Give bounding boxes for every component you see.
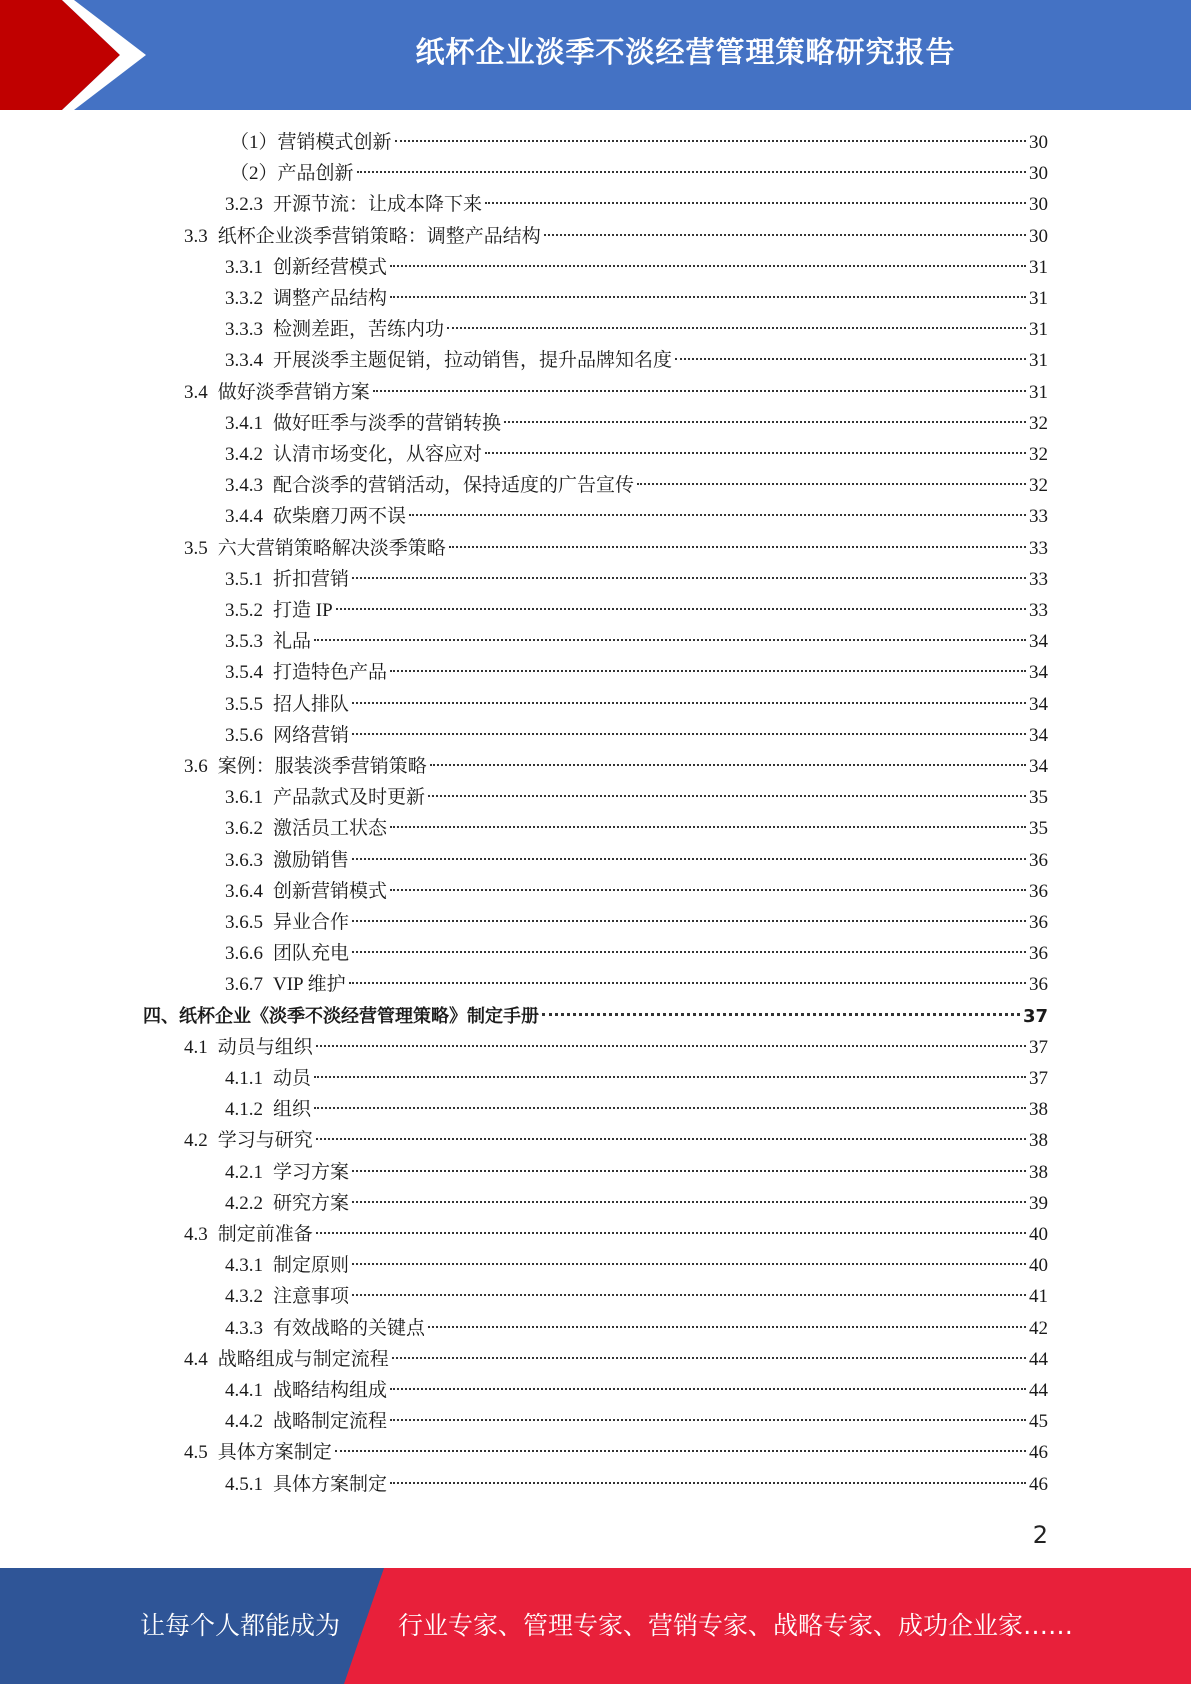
toc-dot-leader xyxy=(352,577,1026,579)
toc-entry-page: 44 xyxy=(1029,1380,1048,1401)
toc-entry[interactable] xyxy=(184,1125,1048,1156)
toc-entry-number: 3.5.5 xyxy=(225,694,263,715)
toc-entry[interactable] xyxy=(225,813,1048,844)
toc-entry[interactable] xyxy=(184,221,1048,252)
toc-entry[interactable] xyxy=(143,1001,1048,1032)
toc-entry-number: 3.3.3 xyxy=(225,319,263,340)
toc-dot-leader xyxy=(485,202,1026,204)
toc-entry-page: 38 xyxy=(1029,1162,1048,1183)
toc-entry-number: 4.3.1 xyxy=(225,1255,263,1276)
toc-entry-page: 41 xyxy=(1029,1286,1048,1307)
toc-entry[interactable] xyxy=(184,1344,1048,1375)
toc-entry-number: 3.3.2 xyxy=(225,288,263,309)
toc-dot-leader xyxy=(390,296,1026,298)
toc-entry-number: 3.6.2 xyxy=(225,818,263,839)
toc-entry-title: 战略组成与制定流程 xyxy=(217,1349,389,1370)
toc-entry-page: 34 xyxy=(1029,631,1048,652)
toc-entry[interactable] xyxy=(225,1313,1048,1344)
toc-entry-title: 开源节流：让成本降下来 xyxy=(273,194,483,215)
toc-dot-leader xyxy=(675,358,1026,360)
toc-entry[interactable] xyxy=(225,595,1048,626)
toc-entry-page: 32 xyxy=(1029,475,1048,496)
toc-entry-number: 3.4.2 xyxy=(225,444,263,465)
toc-entry[interactable] xyxy=(225,1063,1048,1094)
toc-entry-title: 战略结构组成 xyxy=(273,1380,388,1401)
toc-entry-page: 34 xyxy=(1029,725,1048,746)
toc-entry[interactable] xyxy=(225,969,1048,1000)
toc-entry-page: 33 xyxy=(1029,538,1048,559)
toc-dot-leader xyxy=(390,1482,1026,1484)
toc-entry-title: 战略制定流程 xyxy=(273,1411,388,1432)
toc-entry-page: 31 xyxy=(1029,382,1048,403)
toc-dot-leader xyxy=(390,826,1026,828)
toc-dot-leader xyxy=(428,1326,1026,1328)
toc-entry-number: 4.3.3 xyxy=(225,1318,263,1339)
toc-entry-title: 激励销售 xyxy=(273,850,350,871)
toc-dot-leader xyxy=(392,1357,1026,1359)
toc-entry-number: 3.4.4 xyxy=(225,506,263,527)
toc-dot-leader xyxy=(352,1294,1026,1296)
toc-dot-leader xyxy=(637,483,1026,485)
toc-entry-title: 招人排队 xyxy=(273,694,350,715)
toc-entry-number: 3.6 xyxy=(184,756,208,777)
toc-entry-title: 创新经营模式 xyxy=(273,257,388,278)
toc-entry[interactable] xyxy=(225,876,1048,907)
toc-entry-page: 33 xyxy=(1029,569,1048,590)
toc-dot-leader xyxy=(485,452,1026,454)
toc-entry[interactable] xyxy=(225,1250,1048,1281)
toc-entry-page: 38 xyxy=(1029,1130,1048,1151)
toc-entry-number: 3.4 xyxy=(184,382,208,403)
toc-dot-leader xyxy=(352,858,1026,860)
toc-entry-page: 33 xyxy=(1029,506,1048,527)
toc-dot-leader xyxy=(316,1232,1026,1234)
toc-entry-title: 打造 IP xyxy=(273,600,333,621)
toc-dot-leader xyxy=(430,764,1026,766)
toc-dot-leader xyxy=(373,390,1026,392)
toc-entry-page: 34 xyxy=(1029,694,1048,715)
toc-dot-leader xyxy=(390,265,1026,267)
toc-entry[interactable] xyxy=(184,533,1048,564)
toc-entry-page: 34 xyxy=(1029,756,1048,777)
toc-entry-number: 3.5.1 xyxy=(225,569,263,590)
toc-entry-page: 40 xyxy=(1029,1224,1048,1245)
toc-entry-number: 4.3 xyxy=(184,1224,208,1245)
toc-dot-leader xyxy=(447,327,1026,329)
toc-entry-title: 学习与研究 xyxy=(217,1130,313,1151)
toc-entry[interactable] xyxy=(225,720,1048,751)
toc-dot-leader xyxy=(352,920,1026,922)
toc-entry-title: 学习方案 xyxy=(273,1162,350,1183)
toc-entry[interactable] xyxy=(225,470,1048,501)
toc-entry-title: 检测差距，苦练内功 xyxy=(273,319,445,340)
toc-entry-number: 3.5.6 xyxy=(225,725,263,746)
toc-entry[interactable] xyxy=(225,189,1048,220)
toc-dot-leader xyxy=(390,670,1026,672)
toc-entry[interactable] xyxy=(225,1094,1048,1125)
toc-entry-page: 42 xyxy=(1029,1318,1048,1339)
toc-entry-page: 32 xyxy=(1029,444,1048,465)
toc-entry[interactable] xyxy=(225,501,1048,532)
toc-entry-title: 研究方案 xyxy=(273,1193,350,1214)
toc-entry[interactable] xyxy=(225,1406,1048,1437)
toc-entry[interactable] xyxy=(230,127,1048,158)
toc-entry-page: 31 xyxy=(1029,319,1048,340)
toc-entry-title: 产品款式及时更新 xyxy=(273,787,426,808)
toc-dot-leader xyxy=(314,1076,1026,1078)
toc-entry-page: 30 xyxy=(1029,132,1048,153)
toc-entry-title: 四、纸杯企业《淡季不淡经营管理策略》制定手册 xyxy=(143,1006,539,1027)
toc-entry-page: 37 xyxy=(1029,1037,1048,1058)
toc-entry-title: （1）营销模式创新 xyxy=(230,132,392,153)
toc-entry-number: 4.3.2 xyxy=(225,1286,263,1307)
toc-entry-title: 做好旺季与淡季的营销转换 xyxy=(273,413,502,434)
toc-dot-leader xyxy=(390,1419,1026,1421)
toc-entry-title: 注意事项 xyxy=(273,1286,350,1307)
toc-entry-title: 纸杯企业淡季营销策略：调整产品结构 xyxy=(217,226,541,247)
toc-entry-number: 4.1.2 xyxy=(225,1099,263,1120)
toc-entry-number: 3.3.1 xyxy=(225,257,263,278)
toc-dot-leader xyxy=(409,514,1026,516)
toc-dot-leader xyxy=(390,889,1026,891)
toc-dot-leader xyxy=(428,795,1026,797)
toc-entry[interactable] xyxy=(184,1219,1048,1250)
toc-entry[interactable] xyxy=(225,938,1048,969)
footer-banner xyxy=(0,1568,1191,1684)
page-number: 2 xyxy=(1032,1521,1048,1549)
toc-entry-title: 打造特色产品 xyxy=(273,662,388,683)
toc-entry-page: 31 xyxy=(1029,350,1048,371)
document-title: 纸杯企业淡季不淡经营管理策略研究报告 xyxy=(415,34,956,69)
toc-entry-number: 4.5 xyxy=(184,1442,208,1463)
toc-entry-number: 4.1.1 xyxy=(225,1068,263,1089)
toc-entry-page: 46 xyxy=(1029,1474,1048,1495)
toc-entry-page: 35 xyxy=(1029,818,1048,839)
toc-entry-page: 45 xyxy=(1029,1411,1048,1432)
toc-dot-leader xyxy=(504,421,1026,423)
toc-entry-number: 3.5 xyxy=(184,538,208,559)
toc-entry-page: 44 xyxy=(1029,1349,1048,1370)
toc-entry[interactable] xyxy=(225,408,1048,439)
toc-dot-leader xyxy=(314,1107,1026,1109)
toc-dot-leader xyxy=(449,546,1026,548)
toc-entry-page: 46 xyxy=(1029,1442,1048,1463)
toc-entry-page: 30 xyxy=(1029,163,1048,184)
toc-entry[interactable] xyxy=(225,1157,1048,1188)
toc-entry[interactable] xyxy=(225,907,1048,938)
toc-entry-page: 31 xyxy=(1029,288,1048,309)
toc-entry[interactable] xyxy=(225,626,1048,657)
toc-entry-page: 33 xyxy=(1029,600,1048,621)
toc-entry[interactable] xyxy=(230,158,1048,189)
toc-entry-title: 创新营销模式 xyxy=(273,881,388,902)
toc-entry-number: 4.4.2 xyxy=(225,1411,263,1432)
toc-entry-number: 3.6.4 xyxy=(225,881,263,902)
toc-entry[interactable] xyxy=(225,564,1048,595)
toc-entry-number: 3.3.4 xyxy=(225,350,263,371)
toc-entry-number: 3.6.7 xyxy=(225,974,263,995)
toc-dot-leader xyxy=(335,1450,1026,1452)
toc-entry-title: 调整产品结构 xyxy=(273,288,388,309)
toc-entry-page: 30 xyxy=(1029,226,1048,247)
toc-dot-leader xyxy=(316,1045,1026,1047)
toc-entry-page: 34 xyxy=(1029,662,1048,683)
toc-entry-title: 动员 xyxy=(273,1068,312,1089)
toc-dot-leader xyxy=(542,1013,1020,1016)
toc-entry-title: 折扣营销 xyxy=(273,569,350,590)
toc-entry-title: （2）产品创新 xyxy=(230,163,354,184)
toc-entry[interactable] xyxy=(225,314,1048,345)
toc-entry-number: 3.5.3 xyxy=(225,631,263,652)
toc-entry-title: 做好淡季营销方案 xyxy=(217,382,370,403)
toc-entry-number: 4.2 xyxy=(184,1130,208,1151)
toc-entry-page: 40 xyxy=(1029,1255,1048,1276)
toc-entry-number: 3.6.3 xyxy=(225,850,263,871)
toc-entry-number: 4.1 xyxy=(184,1037,208,1058)
toc-entry[interactable] xyxy=(184,377,1048,408)
toc-entry-title: 动员与组织 xyxy=(217,1037,313,1058)
toc-entry-number: 4.5.1 xyxy=(225,1474,263,1495)
toc-entry-number: 3.6.1 xyxy=(225,787,263,808)
toc-entry[interactable] xyxy=(225,1188,1048,1219)
toc-dot-leader xyxy=(352,733,1026,735)
toc-entry-title: 组织 xyxy=(273,1099,312,1120)
toc-dot-leader xyxy=(352,702,1026,704)
toc-dot-leader xyxy=(314,639,1026,641)
toc-entry-page: 37 xyxy=(1022,1006,1048,1027)
toc-dot-leader xyxy=(357,171,1026,173)
toc-entry-title: 具体方案制定 xyxy=(217,1442,332,1463)
toc-entry[interactable] xyxy=(225,782,1048,813)
toc-entry-number: 4.2.2 xyxy=(225,1193,263,1214)
toc-entry-page: 36 xyxy=(1029,943,1048,964)
footer-roles: 行业专家、管理专家、营销专家、战略专家、成功企业家…… xyxy=(398,1611,1074,1640)
toc-entry-page: 36 xyxy=(1029,850,1048,871)
toc-entry-number: 3.4.1 xyxy=(225,413,263,434)
toc-entry[interactable] xyxy=(225,845,1048,876)
toc-entry-title: 团队充电 xyxy=(273,943,350,964)
toc-entry-page: 39 xyxy=(1029,1193,1048,1214)
toc-entry-page: 30 xyxy=(1029,194,1048,215)
toc-entry-title: 开展淡季主题促销，拉动销售，提升品牌知名度 xyxy=(273,350,673,371)
toc-entry-title: 配合淡季的营销活动，保持适度的广告宣传 xyxy=(273,475,635,496)
footer-slogan: 让每个人都能成为 xyxy=(140,1611,341,1640)
toc-entry-number: 4.4.1 xyxy=(225,1380,263,1401)
toc-entry[interactable] xyxy=(225,689,1048,720)
toc-dot-leader xyxy=(352,951,1026,953)
toc-entry[interactable] xyxy=(225,252,1048,283)
toc-entry-page: 32 xyxy=(1029,413,1048,434)
toc-dot-leader xyxy=(316,1138,1026,1140)
toc-dot-leader xyxy=(352,1201,1026,1203)
toc-dot-leader xyxy=(349,982,1026,984)
toc-entry-title: 六大营销策略解决淡季策略 xyxy=(217,538,446,559)
toc-entry[interactable] xyxy=(225,657,1048,688)
toc-entry-number: 3.4.3 xyxy=(225,475,263,496)
toc-entry-page: 31 xyxy=(1029,257,1048,278)
toc-entry-number: 3.5.2 xyxy=(225,600,263,621)
toc-entry-title: 认清市场变化，从容应对 xyxy=(273,444,483,465)
toc-entry-number: 3.6.5 xyxy=(225,912,263,933)
toc-entry-page: 36 xyxy=(1029,881,1048,902)
toc-entry-title: 礼品 xyxy=(273,631,312,652)
toc-entry-number: 3.3 xyxy=(184,226,208,247)
toc-entry-page: 38 xyxy=(1029,1099,1048,1120)
toc-entry[interactable] xyxy=(225,283,1048,314)
toc-entry[interactable] xyxy=(225,345,1048,376)
toc-entry-title: 具体方案制定 xyxy=(273,1474,388,1495)
toc-dot-leader xyxy=(390,1388,1026,1390)
toc-entry[interactable] xyxy=(184,751,1048,782)
toc-dot-leader xyxy=(395,140,1026,142)
toc-entry-number: 4.4 xyxy=(184,1349,208,1370)
toc-entry-title: 制定原则 xyxy=(273,1255,350,1276)
toc-entry-page: 36 xyxy=(1029,912,1048,933)
toc-entry-title: 异业合作 xyxy=(273,912,350,933)
toc-entry-title: 制定前准备 xyxy=(217,1224,313,1245)
toc-entry-page: 37 xyxy=(1029,1068,1048,1089)
toc-entry-number: 3.2.3 xyxy=(225,194,263,215)
header-banner xyxy=(0,0,1191,110)
toc-entry[interactable] xyxy=(184,1437,1048,1468)
toc-entry[interactable] xyxy=(225,1281,1048,1312)
toc-entry-title: 有效战略的关键点 xyxy=(273,1318,426,1339)
toc-entry-title: 激活员工状态 xyxy=(273,818,388,839)
toc-entry-page: 35 xyxy=(1029,787,1048,808)
toc-entry-title: 砍柴磨刀两不误 xyxy=(273,506,407,527)
toc-dot-leader xyxy=(544,234,1026,236)
toc-entry[interactable] xyxy=(225,439,1048,470)
toc-entry[interactable] xyxy=(184,1032,1048,1063)
toc-entry-title: 案例：服装淡季营销策略 xyxy=(217,756,427,777)
toc-entry-number: 4.2.1 xyxy=(225,1162,263,1183)
toc-entry-title: VIP 维护 xyxy=(273,974,346,995)
toc-dot-leader xyxy=(352,1263,1026,1265)
toc-dot-leader xyxy=(352,1170,1026,1172)
toc-entry-page: 36 xyxy=(1029,974,1048,995)
toc-entry[interactable] xyxy=(225,1469,1048,1500)
toc-entry-number: 3.6.6 xyxy=(225,943,263,964)
toc-entry-title: 网络营销 xyxy=(273,725,350,746)
toc-entry-number: 3.5.4 xyxy=(225,662,263,683)
toc-entry[interactable] xyxy=(225,1375,1048,1406)
toc-dot-leader xyxy=(336,608,1026,610)
